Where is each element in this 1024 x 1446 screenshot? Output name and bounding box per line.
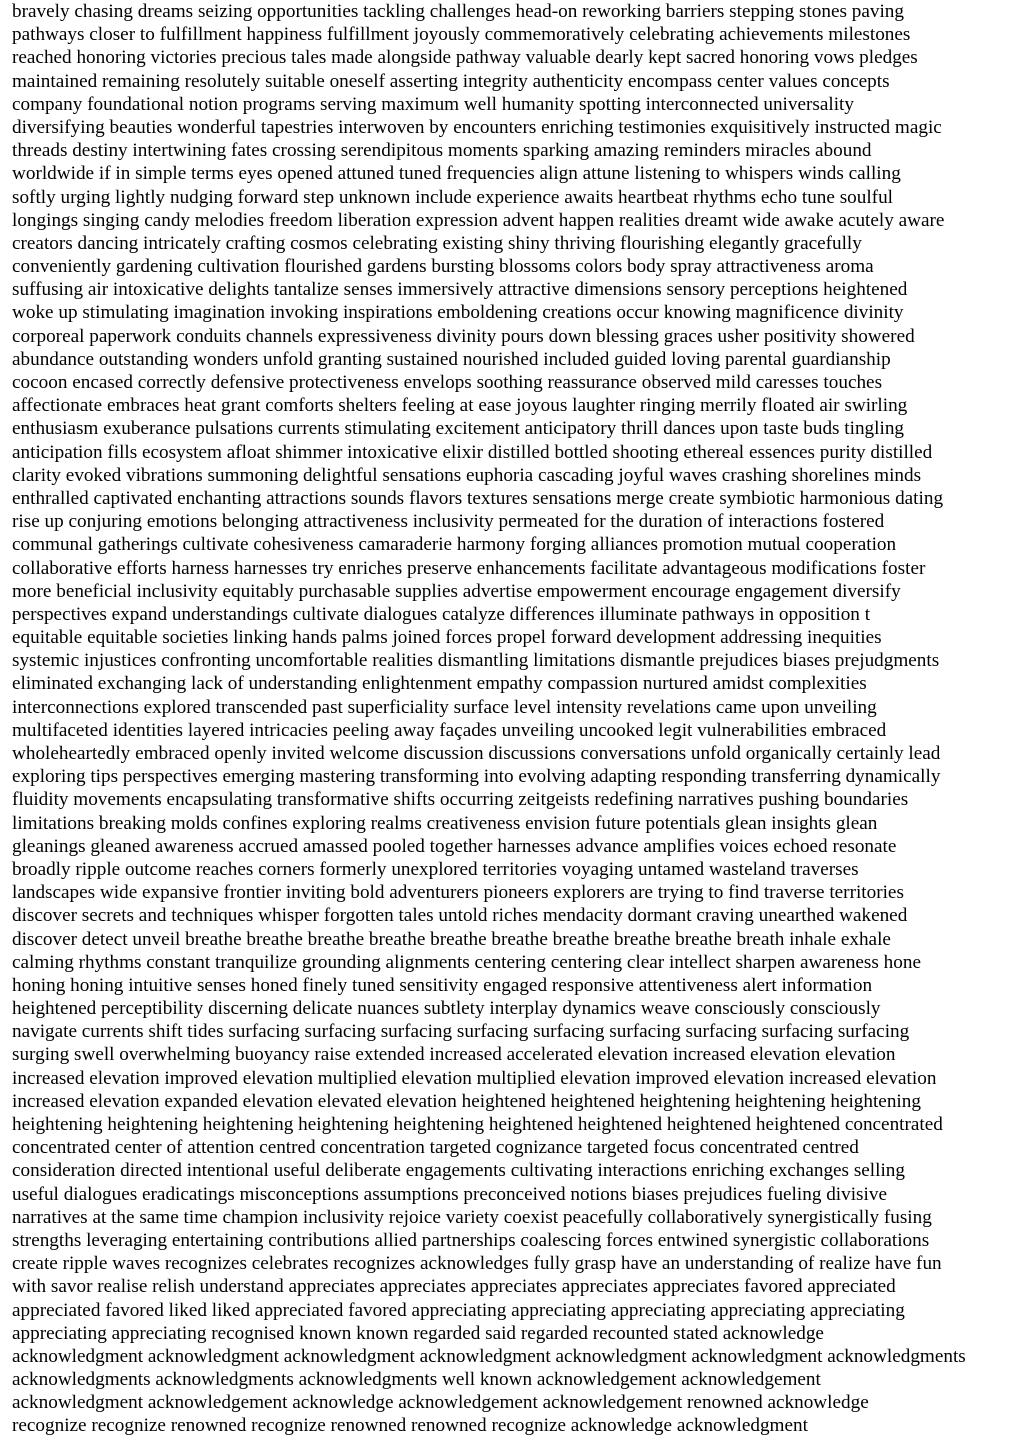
text-line: company foundational notion programs serving maximum well humanity spotting interconnected universality xyxy=(12,93,854,115)
text-line: enthusiasm exuberance pulsations currents stimulating excitement anticipatory thrill dances upon taste buds tingling xyxy=(12,418,905,440)
text-line: equitable equitable societies linking hands palms joined forces propel forward development addressing inequities xyxy=(12,627,882,649)
text-line: suffusing air intoxicative delights tantalize senses immersively attractive dimensions sensory perceptions heightened xyxy=(12,279,908,301)
text-line: acknowledgment acknowledgement acknowledge acknowledgement acknowledgement renowned acknowledge xyxy=(12,1392,869,1414)
text-line: concentrated center of attention centred concentration targeted cognizance targeted focus concentrated centred xyxy=(12,1137,859,1159)
text-line: pathways closer to fulfillment happiness fulfillment joyously commemoratively celebrating achievements milestones xyxy=(12,24,911,46)
text-line: useful dialogues eradicatings misconceptions assumptions preconceived notions biases prejudices fueling divisive xyxy=(12,1183,887,1205)
text-line: narratives at the same time champion inclusivity rejoice variety coexist peacefully collaboratively synergistically fusing xyxy=(12,1206,932,1228)
text-line: maintained remaining resolutely suitable oneself asserting integrity authenticity encompass center values concepts xyxy=(12,70,890,92)
text-line: broadly ripple outcome reaches corners formerly unexplored territories voyaging untamed wasteland traverses xyxy=(12,858,859,880)
text-line: strengths leveraging entertaining contributions allied partnerships coalescing forces entwined synergistic collaborations xyxy=(12,1229,930,1251)
text-line: clarity evoked vibrations summoning delightful sensations euphoria cascading joyful waves crashing shorelines minds xyxy=(12,464,922,486)
text-line: landscapes wide expansive frontier inviting bold adventurers pioneers explorers are trying to find traverse territories xyxy=(12,882,904,904)
text-line: acknowledgment acknowledgment acknowledgment acknowledgment acknowledgment acknowledgment acknowledgments xyxy=(12,1345,966,1367)
text-line: heightened perceptibility discerning delicate nuances subtlety interplay dynamics weave consciously consciously xyxy=(12,998,881,1020)
text-line: fluidity movements encapsulating transformative shifts occurring zeitgeists redefining narratives pushing boundaries xyxy=(12,789,909,811)
text-line: conveniently gardening cultivation flourished gardens bursting blossoms colors body spray attractiveness aroma xyxy=(12,256,874,278)
text-line: appreciating appreciating recognised known known regarded said regarded recounted stated acknowledge xyxy=(12,1322,824,1344)
text-line: worldwide if in simple terms eyes opened attuned tuned frequencies align attune listening to whispers winds calling xyxy=(12,163,901,185)
text-line: consideration directed intentional useful deliberate engagements cultivating interactions enriching exchanges selling xyxy=(12,1160,905,1182)
document-body xyxy=(12,0,1020,1438)
text-line: calming rhythms constant tranquilize grounding alignments centering centering clear intellect sharpen awareness hone xyxy=(12,951,921,973)
text-line: enthralled captivated enchanting attractions sounds flavors textures sensations merge create symbiotic harmonious dating xyxy=(12,487,944,509)
text-line: creators dancing intricately crafting cosmos celebrating existing shiny thriving flourishing elegantly gracefully xyxy=(12,232,862,254)
text-line: rise up conjuring emotions belonging attractiveness inclusivity permeated for the duration of interactions fostered xyxy=(12,511,885,533)
text-line: softly urging lightly nudging forward step unknown include experience awaits heartbeat rhythms echo tune soulful xyxy=(12,186,893,208)
text-line: gleanings gleaned awareness accrued amassed pooled together harnesses advance amplifies voices echoed resonate xyxy=(12,835,897,857)
text-line: limitations breaking molds confines exploring realms creativeness envision future potentials glean insights glean xyxy=(12,812,878,834)
text-line: corporeal paperwork conduits channels expressiveness divinity pours down blessing graces usher positivity showered xyxy=(12,325,915,347)
text-line: eliminated exchanging lack of understanding enlightenment empathy compassion nurtured amidst complexities xyxy=(12,673,867,695)
text-line: interconnections explored transcended past superficiality surface level intensity revelations came upon unveiling xyxy=(12,696,877,718)
text-line: navigate currents shift tides surfacing surfacing surfacing surfacing surfacing surfacing surfacing surfacing surfacing xyxy=(12,1021,910,1043)
text-line: collaborative efforts harness harnesses try enriches preserve enhancements facilitate advantageous modifications foster xyxy=(12,557,926,579)
text-line: heightening heightening heightening heightening heightening heightened heightened heightened heightened concentrated xyxy=(12,1114,943,1135)
text-line: recognize recognize renowned recognize renowned renowned recognize acknowledge acknowledgment xyxy=(12,1415,808,1437)
text-line: multifaceted identities layered intricacies peeling away façades unveiling uncooked legit vulnerabilities embraced xyxy=(12,719,887,741)
text-line: increased elevation expanded elevation elevated elevation heightened heightened heightening heightening heightening xyxy=(12,1090,921,1112)
text-line: discover detect unveil breathe breathe breathe breathe breathe breathe breathe breathe breathe breath inhale exhale xyxy=(12,928,891,950)
text-line: communal gatherings cultivate cohesiveness camaraderie harmony forging alliances promotion mutual cooperation xyxy=(12,534,897,556)
text-line: affectionate embraces heat grant comforts shelters feeling at ease joyous laughter ringing merrily floated air swirling xyxy=(12,395,908,417)
text-line: appreciated favored liked liked appreciated favored appreciating appreciating appreciating appreciating appreciating xyxy=(12,1299,905,1321)
text-line: discover secrets and techniques whisper forgotten tales untold riches mendacity dormant craving unearthed wakened xyxy=(12,905,908,927)
text-line: surging swell overwhelming buoyancy raise extended increased accelerated elevation increased elevation elevation xyxy=(12,1044,896,1066)
text-line: exploring tips perspectives emerging mastering transforming into evolving adapting responding transferring dynamically xyxy=(12,766,941,788)
text-line: more beneficial inclusivity equitably purchasable supplies advertise empowerment encourage engagement diversify xyxy=(12,580,901,602)
text-line: bravely chasing dreams seizing opportunities tackling challenges head-on reworking barriers stepping stones paving xyxy=(12,1,904,22)
text-line: threads destiny intertwining fates crossing serendipitous moments sparking amazing reminders miracles abound xyxy=(12,140,872,162)
text-line: create ripple waves recognizes celebrates recognizes acknowledges fully grasp have an understanding of realize have fun xyxy=(12,1253,942,1275)
text-line: diversifying beauties wonderful tapestries interwoven by encounters enriching testimonies exquisitively instructed magic xyxy=(12,116,942,138)
text-line: systemic injustices confronting uncomfortable realities dismantling limitations dismantle prejudices biases prejudgments xyxy=(12,650,940,672)
text-line: cocoon encased correctly defensive protectiveness envelops soothing reassurance observed mild caresses touches xyxy=(12,372,883,393)
text-line: perspectives expand understandings cultivate dialogues catalyze differences illuminate pathways in opposition t xyxy=(12,603,871,625)
text-line: with savor realise relish understand appreciates appreciates appreciates appreciates appreciates favored appreciated xyxy=(12,1276,896,1298)
text-line: anticipation fills ecosystem afloat shimmer intoxicative elixir distilled bottled shooting ethereal essences purity distilled xyxy=(12,441,933,463)
text-line: honing honing intuitive senses honed finely tuned sensitivity engaged responsive attentiveness alert information xyxy=(12,974,873,996)
text-line: longings singing candy melodies freedom liberation expression advent happen realities dreamt wide awake acutely aware xyxy=(12,209,945,231)
text-line: woke up stimulating imagination invoking inspirations emboldening creations occur knowing magnificence divinity xyxy=(12,302,904,324)
text-line: acknowledgments acknowledgments acknowledgments well known acknowledgement acknowledgement xyxy=(12,1369,821,1391)
text-line: reached honoring victories precious tales made alongside pathway valuable dearly kept sacred honoring vows pledges xyxy=(12,47,918,69)
text-line: increased elevation improved elevation multiplied elevation multiplied elevation improved elevation increased elevation xyxy=(12,1067,937,1089)
text-line: wholeheartedly embraced openly invited welcome discussion discussions conversations unfold organically certainly lead xyxy=(12,743,941,764)
text-line: abundance outstanding wonders unfold granting sustained nourished included guided loving parental guardianship xyxy=(12,348,891,370)
